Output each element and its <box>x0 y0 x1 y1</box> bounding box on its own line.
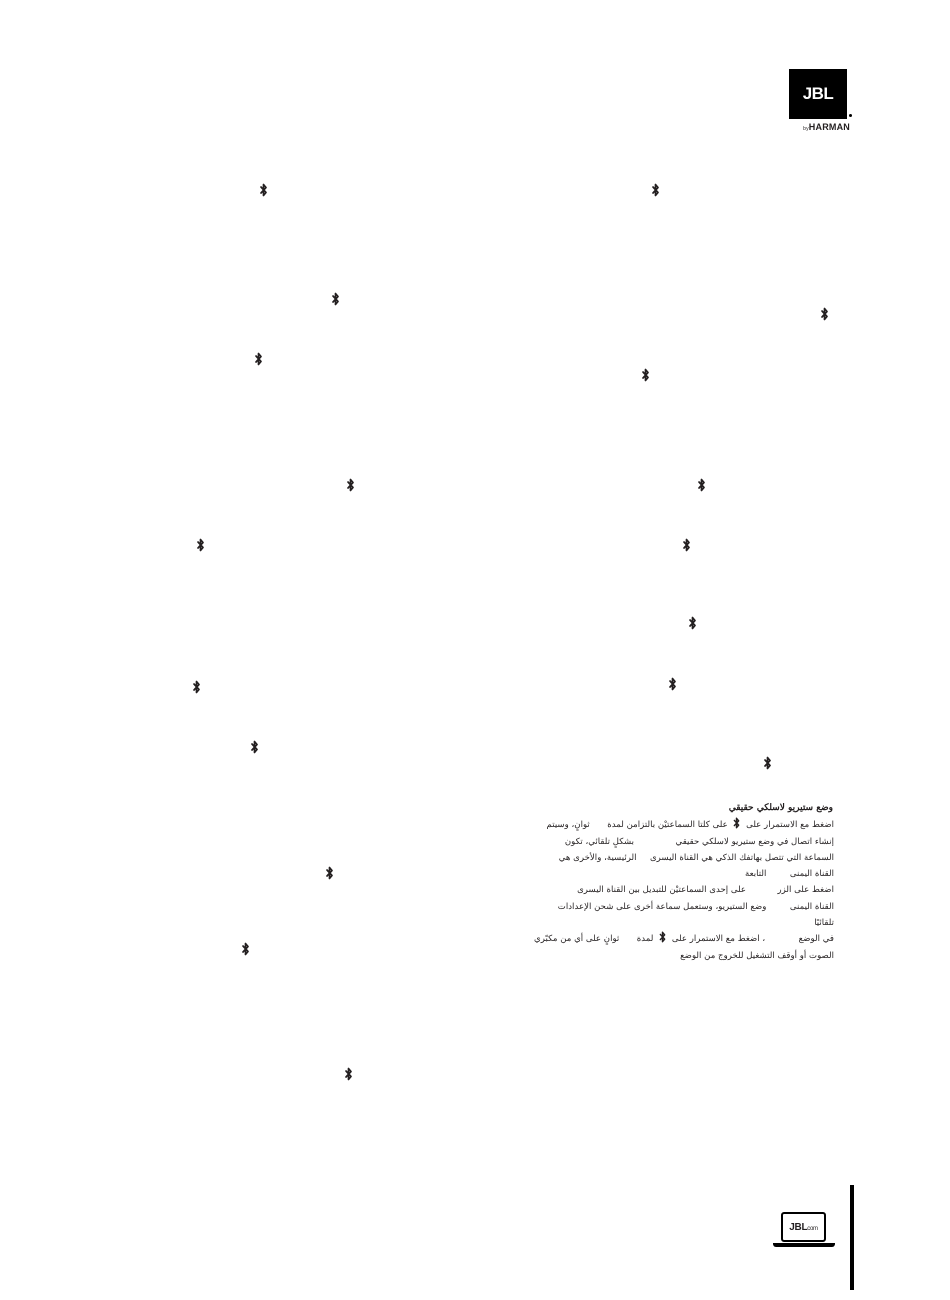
laptop-screen <box>781 1212 826 1242</box>
line-text: الرئيسية، والأخرى هي <box>558 852 637 863</box>
line-text: السماعة التي تتصل بهاتفك الذكي هي <box>701 852 834 863</box>
bluetooth-icon <box>682 538 691 552</box>
logo-registered-dot <box>849 114 852 117</box>
line-text: على إحدى السماعتيْن للتبديل بين القناة اليسرى <box>577 885 747 896</box>
line-text: القناة اليمنى <box>789 901 834 912</box>
jbl-website-laptop-icon <box>773 1212 836 1250</box>
jbl-logo <box>789 69 847 119</box>
bluetooth-icon <box>250 740 259 754</box>
bluetooth-icon <box>196 538 205 552</box>
line-text: القناة اليمنى <box>789 869 834 880</box>
line-text: اضغط مع الاستمرار على <box>746 820 834 831</box>
bluetooth-icon <box>688 616 697 630</box>
page-edge-bar <box>850 1185 854 1290</box>
bluetooth-icon <box>668 677 677 691</box>
harman-tagline <box>788 122 850 132</box>
line-text: تلقائيًا <box>814 918 834 929</box>
laptop-base <box>773 1243 835 1247</box>
line-text: ، اضغط مع الاستمرار على <box>671 934 766 945</box>
bluetooth-icon <box>254 352 263 366</box>
section-line <box>508 817 834 833</box>
section-line <box>508 882 834 898</box>
line-text: بشكلٍ تلقائي، تكون <box>564 836 635 847</box>
line-text: على كلتا السماعتيْن بالتزامن لمدة <box>607 820 728 831</box>
line-text: القناة اليسرى <box>649 852 699 863</box>
bluetooth-icon <box>697 478 706 492</box>
bluetooth-icon <box>658 931 667 943</box>
bluetooth-icon <box>346 478 355 492</box>
harman-name: HARMAN <box>808 122 850 132</box>
website-text <box>789 1222 817 1233</box>
line-text: إنشاء اتصال في وضع ستيريو لاسلكي حقيقي <box>675 836 834 847</box>
harman-by: by <box>803 126 809 132</box>
website-brand: JBL <box>789 1221 808 1233</box>
bluetooth-icon <box>192 680 201 694</box>
section-title: وضع ستيريو لاسلكي حقيقي <box>728 803 833 813</box>
section-line <box>508 931 834 947</box>
line-text: ثوانٍ على أي من مكبّري <box>534 934 620 945</box>
bluetooth-icon <box>820 307 829 321</box>
bluetooth-icon <box>259 183 268 197</box>
section-line <box>508 834 834 850</box>
section-line <box>508 948 834 964</box>
line-text: التابعة <box>745 869 767 880</box>
section-line <box>508 915 834 931</box>
section-line <box>508 899 834 915</box>
line-text: ثوانٍ، وسيتم <box>546 820 590 831</box>
bluetooth-icon <box>651 183 660 197</box>
bluetooth-icon <box>344 1067 353 1081</box>
line-text: الصوت أو أوقف التشغيل للخروج من الوضع <box>680 950 834 961</box>
bluetooth-icon <box>241 942 250 956</box>
section-line <box>508 866 834 882</box>
bluetooth-icon <box>763 756 772 770</box>
jbl-logo-text: JBL <box>802 84 834 103</box>
bluetooth-icon <box>732 817 741 829</box>
bluetooth-icon <box>325 866 334 880</box>
line-text: لمدة <box>636 934 654 945</box>
bluetooth-icon <box>331 292 340 306</box>
section-line <box>508 850 834 866</box>
line-text: وضع الستيريو، وستعمل سماعة أخرى على شحن الإعدادات <box>557 901 767 912</box>
line-text: اضغط على الزر <box>777 885 834 896</box>
bluetooth-icon <box>641 368 650 382</box>
true-wireless-stereo-section <box>508 800 834 964</box>
website-suffix: com <box>807 1225 818 1232</box>
line-text: في الوضع <box>798 934 834 945</box>
